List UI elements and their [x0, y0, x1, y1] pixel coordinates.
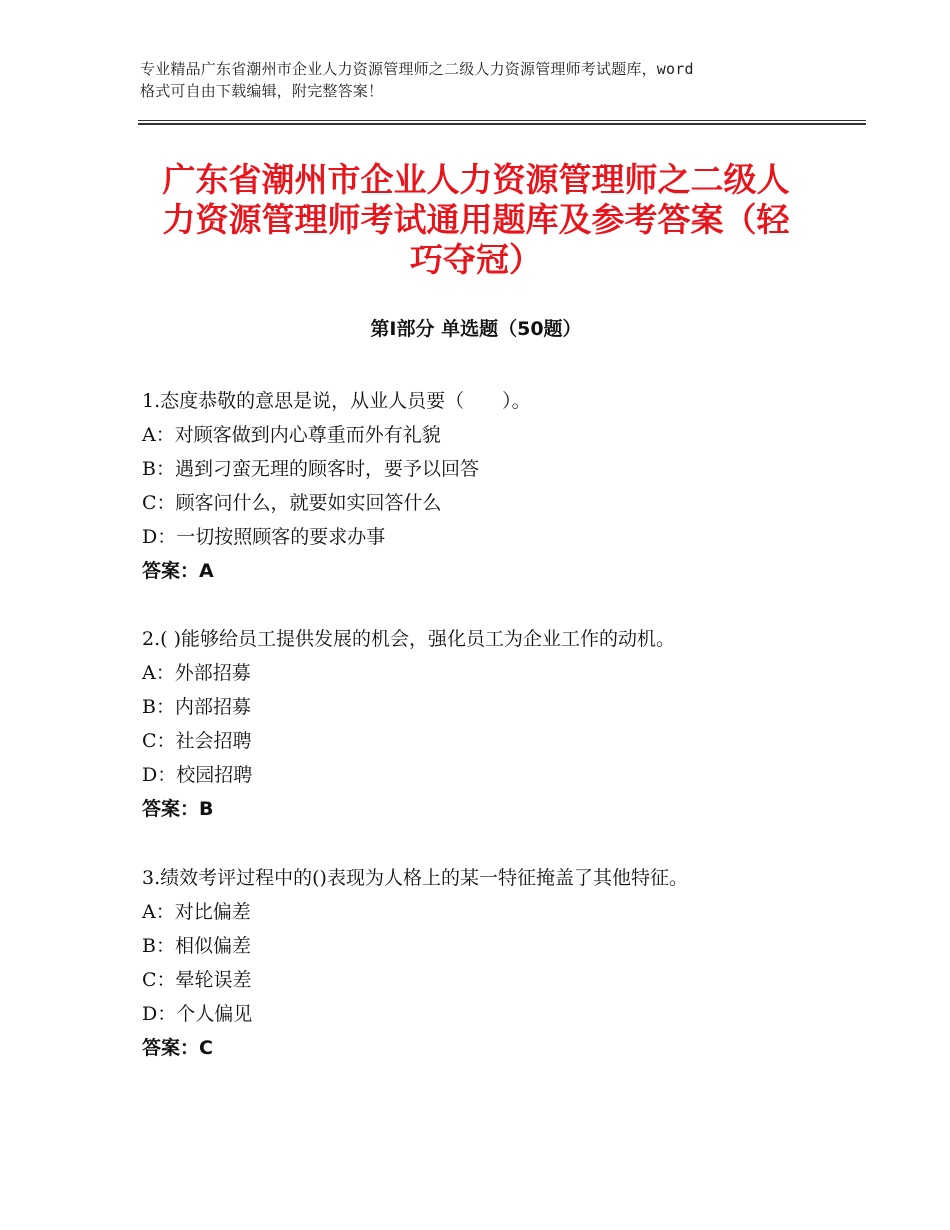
- option-a: A：对比偏差: [142, 901, 251, 923]
- answer-label: 答案：A: [142, 560, 214, 582]
- option-b: B：相似偏差: [142, 935, 251, 957]
- header-note-line: 专业精品广东省潮州市企业人力资源管理师之二级人力资源管理师考试题库，word: [140, 60, 694, 78]
- answer-label: 答案：C: [142, 1037, 213, 1059]
- question-stem: 1.态度恭敬的意思是说，从业人员要（ ）。: [142, 390, 531, 412]
- question-stem: 3.绩效考评过程中的()表现为人格上的某一特征掩盖了其他特征。: [142, 867, 688, 889]
- header-divider-thick: [138, 123, 866, 125]
- document-title-line: 巧夺冠）: [410, 240, 542, 279]
- option-a: A：对顾客做到内心尊重而外有礼貌: [142, 424, 441, 446]
- option-d: D：校园招聘: [142, 764, 253, 786]
- option-c: C：顾客问什么，就要如实回答什么: [142, 492, 442, 514]
- option-c: C：社会招聘: [142, 730, 252, 752]
- question-block: [142, 861, 842, 1065]
- document-title: [140, 160, 812, 280]
- option-b: B：遇到刁蛮无理的顾客时，要予以回答: [142, 458, 479, 480]
- header-note: [140, 58, 830, 102]
- question-stem: 2.( )能够给员工提供发展的机会，强化员工为企业工作的动机。: [142, 628, 675, 650]
- option-d: D：一切按照顾客的要求办事: [142, 526, 386, 548]
- header-note-line: 格式可自由下载编辑，附完整答案！: [140, 82, 384, 100]
- section-heading: 第Ⅰ部分 单选题（50题）: [370, 318, 582, 340]
- question-block: [142, 622, 842, 826]
- option-b: B：内部招募: [142, 696, 251, 718]
- document-title-line: 力资源管理师考试通用题库及参考答案（轻: [162, 200, 790, 239]
- option-a: A：外部招募: [142, 662, 251, 684]
- document-title-line: 广东省潮州市企业人力资源管理师之二级人: [162, 160, 790, 199]
- answer-label: 答案：B: [142, 798, 214, 820]
- question-block: [142, 384, 842, 588]
- option-d: D：个人偏见: [142, 1003, 253, 1025]
- header-divider-thin: [138, 120, 866, 121]
- option-c: C：晕轮误差: [142, 969, 252, 991]
